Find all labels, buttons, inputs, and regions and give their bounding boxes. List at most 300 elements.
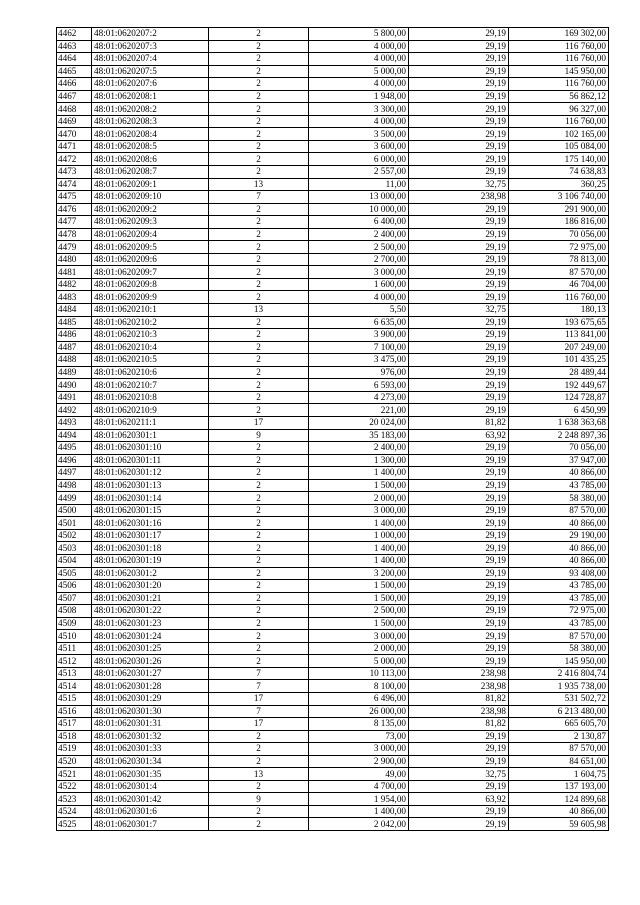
area-cell: 1 500,00 xyxy=(309,617,409,630)
category-code-cell: 2 xyxy=(209,78,309,91)
cadastral-number-cell: 48:01:0620301:6 xyxy=(92,805,209,818)
row-number-cell: 4506 xyxy=(57,580,92,593)
cadastral-number-cell: 48:01:0620210:4 xyxy=(92,341,209,354)
category-code-cell: 13 xyxy=(209,768,309,781)
table-row xyxy=(57,166,609,179)
cadastral-number-cell: 48:01:0620301:42 xyxy=(92,793,209,806)
table-row xyxy=(57,793,609,806)
cadastral-value-cell: 78 813,00 xyxy=(509,253,609,266)
cadastral-value-cell: 2 130,87 xyxy=(509,730,609,743)
area-cell: 3 500,00 xyxy=(309,128,409,141)
category-code-cell: 2 xyxy=(209,655,309,668)
table-row xyxy=(57,692,609,705)
table-row xyxy=(57,529,609,542)
category-code-cell: 2 xyxy=(209,291,309,304)
table-row xyxy=(57,191,609,204)
specific-value-cell: 32,75 xyxy=(409,178,509,191)
cadastral-value-cell: 3 106 740,00 xyxy=(509,191,609,204)
cadastral-value-cell: 84 651,00 xyxy=(509,755,609,768)
specific-value-cell: 29,19 xyxy=(409,203,509,216)
area-cell: 4 273,00 xyxy=(309,391,409,404)
row-number-cell: 4519 xyxy=(57,743,92,756)
cadastral-number-cell: 48:01:0620301:14 xyxy=(92,492,209,505)
category-code-cell: 2 xyxy=(209,203,309,216)
cadastral-number-cell: 48:01:0620209:6 xyxy=(92,253,209,266)
cadastral-value-cell: 6 213 480,00 xyxy=(509,705,609,718)
cadastral-value-cell: 40 866,00 xyxy=(509,554,609,567)
cadastral-value-cell: 116 760,00 xyxy=(509,291,609,304)
category-code-cell: 2 xyxy=(209,329,309,342)
area-cell: 6 400,00 xyxy=(309,216,409,229)
cadastral-value-cell: 87 570,00 xyxy=(509,504,609,517)
cadastral-value-cell: 116 760,00 xyxy=(509,78,609,91)
cadastral-value-cell: 124 728,87 xyxy=(509,391,609,404)
specific-value-cell: 29,19 xyxy=(409,542,509,555)
row-number-cell: 4486 xyxy=(57,329,92,342)
row-number-cell: 4473 xyxy=(57,166,92,179)
table-row xyxy=(57,379,609,392)
category-code-cell: 7 xyxy=(209,667,309,680)
row-number-cell: 4515 xyxy=(57,692,92,705)
row-number-cell: 4469 xyxy=(57,115,92,128)
specific-value-cell: 238,98 xyxy=(409,705,509,718)
cadastral-value-cell: 43 785,00 xyxy=(509,580,609,593)
category-code-cell: 2 xyxy=(209,542,309,555)
category-code-cell: 2 xyxy=(209,467,309,480)
area-cell: 3 000,00 xyxy=(309,630,409,643)
area-cell: 3 600,00 xyxy=(309,140,409,153)
category-code-cell: 2 xyxy=(209,90,309,103)
category-code-cell: 2 xyxy=(209,554,309,567)
specific-value-cell: 29,19 xyxy=(409,504,509,517)
table-row xyxy=(57,278,609,291)
area-cell: 4 000,00 xyxy=(309,53,409,66)
category-code-cell: 2 xyxy=(209,780,309,793)
cadastral-number-cell: 48:01:0620301:30 xyxy=(92,705,209,718)
cadastral-value-cell: 180,13 xyxy=(509,304,609,317)
row-number-cell: 4482 xyxy=(57,278,92,291)
cadastral-number-cell: 48:01:0620210:3 xyxy=(92,329,209,342)
table-row xyxy=(57,78,609,91)
category-code-cell: 2 xyxy=(209,605,309,618)
row-number-cell: 4478 xyxy=(57,228,92,241)
cadastral-value-cell: 56 862,12 xyxy=(509,90,609,103)
cadastral-value-cell: 37 947,00 xyxy=(509,454,609,467)
cadastral-value-cell: 72 975,00 xyxy=(509,605,609,618)
row-number-cell: 4525 xyxy=(57,818,92,831)
cadastral-value-cell: 96 327,00 xyxy=(509,103,609,116)
table-row xyxy=(57,805,609,818)
category-code-cell: 2 xyxy=(209,153,309,166)
specific-value-cell: 29,19 xyxy=(409,391,509,404)
cadastral-value-cell: 175 140,00 xyxy=(509,153,609,166)
specific-value-cell: 29,19 xyxy=(409,216,509,229)
cadastral-number-cell: 48:01:0620209:4 xyxy=(92,228,209,241)
row-number-cell: 4477 xyxy=(57,216,92,229)
area-cell: 1 400,00 xyxy=(309,517,409,530)
table-row xyxy=(57,329,609,342)
cadastral-value-cell: 40 866,00 xyxy=(509,805,609,818)
cadastral-value-cell: 124 899,68 xyxy=(509,793,609,806)
cadastral-value-cell: 72 975,00 xyxy=(509,241,609,254)
cadastral-number-cell: 48:01:0620209:10 xyxy=(92,191,209,204)
category-code-cell: 2 xyxy=(209,103,309,116)
table-row xyxy=(57,592,609,605)
specific-value-cell: 238,98 xyxy=(409,667,509,680)
row-number-cell: 4503 xyxy=(57,542,92,555)
table-row xyxy=(57,90,609,103)
cadastral-value-cell: 58 380,00 xyxy=(509,492,609,505)
cadastral-value-cell: 28 489,44 xyxy=(509,366,609,379)
cadastral-value-cell: 665 605,70 xyxy=(509,718,609,731)
specific-value-cell: 29,19 xyxy=(409,743,509,756)
cadastral-value-cell: 2 416 804,74 xyxy=(509,667,609,680)
table-row xyxy=(57,53,609,66)
cadastral-value-cell: 40 866,00 xyxy=(509,517,609,530)
cadastral-number-cell: 48:01:0620301:12 xyxy=(92,467,209,480)
cadastral-value-cell: 87 570,00 xyxy=(509,743,609,756)
specific-value-cell: 238,98 xyxy=(409,191,509,204)
row-number-cell: 4501 xyxy=(57,517,92,530)
cadastral-value-cell: 186 816,00 xyxy=(509,216,609,229)
specific-value-cell: 29,19 xyxy=(409,730,509,743)
specific-value-cell: 29,19 xyxy=(409,617,509,630)
cadastral-number-cell: 48:01:0620301:20 xyxy=(92,580,209,593)
specific-value-cell: 29,19 xyxy=(409,128,509,141)
cadastral-value-cell: 43 785,00 xyxy=(509,592,609,605)
table-row xyxy=(57,40,609,53)
row-number-cell: 4490 xyxy=(57,379,92,392)
specific-value-cell: 29,19 xyxy=(409,329,509,342)
cadastral-number-cell: 48:01:0620208:2 xyxy=(92,103,209,116)
specific-value-cell: 29,19 xyxy=(409,517,509,530)
area-cell: 2 000,00 xyxy=(309,642,409,655)
category-code-cell: 2 xyxy=(209,492,309,505)
cadastral-value-cell: 87 570,00 xyxy=(509,266,609,279)
specific-value-cell: 29,19 xyxy=(409,90,509,103)
cadastral-number-cell: 48:01:0620301:19 xyxy=(92,554,209,567)
row-number-cell: 4492 xyxy=(57,404,92,417)
specific-value-cell: 29,19 xyxy=(409,404,509,417)
specific-value-cell: 29,19 xyxy=(409,278,509,291)
cadastral-number-cell: 48:01:0620301:24 xyxy=(92,630,209,643)
area-cell: 4 000,00 xyxy=(309,115,409,128)
table-row xyxy=(57,140,609,153)
area-cell: 1 500,00 xyxy=(309,580,409,593)
table-row xyxy=(57,416,609,429)
row-number-cell: 4476 xyxy=(57,203,92,216)
cadastral-number-cell: 48:01:0620210:6 xyxy=(92,366,209,379)
specific-value-cell: 29,19 xyxy=(409,592,509,605)
row-number-cell: 4494 xyxy=(57,429,92,442)
area-cell: 1 600,00 xyxy=(309,278,409,291)
category-code-cell: 2 xyxy=(209,743,309,756)
area-cell: 6 000,00 xyxy=(309,153,409,166)
table-row xyxy=(57,492,609,505)
cadastral-value-cell: 1 604,75 xyxy=(509,768,609,781)
cadastral-value-cell: 1 935 738,00 xyxy=(509,680,609,693)
cadastral-number-cell: 48:01:0620209:1 xyxy=(92,178,209,191)
cadastral-number-cell: 48:01:0620208:4 xyxy=(92,128,209,141)
table-row xyxy=(57,128,609,141)
category-code-cell: 17 xyxy=(209,692,309,705)
cadastral-value-cell: 101 435,25 xyxy=(509,354,609,367)
cadastral-number-cell: 48:01:0620301:28 xyxy=(92,680,209,693)
category-code-cell: 2 xyxy=(209,28,309,41)
specific-value-cell: 63,92 xyxy=(409,793,509,806)
cadastral-value-cell: 207 249,00 xyxy=(509,341,609,354)
cadastral-number-cell: 48:01:0620301:32 xyxy=(92,730,209,743)
area-cell: 10 000,00 xyxy=(309,203,409,216)
table-row xyxy=(57,630,609,643)
specific-value-cell: 29,19 xyxy=(409,366,509,379)
area-cell: 2 557,00 xyxy=(309,166,409,179)
category-code-cell: 2 xyxy=(209,65,309,78)
cadastral-number-cell: 48:01:0620210:5 xyxy=(92,354,209,367)
row-number-cell: 4485 xyxy=(57,316,92,329)
row-number-cell: 4467 xyxy=(57,90,92,103)
area-cell: 3 475,00 xyxy=(309,354,409,367)
area-cell: 3 300,00 xyxy=(309,103,409,116)
category-code-cell: 2 xyxy=(209,517,309,530)
cadastral-number-cell: 48:01:0620301:27 xyxy=(92,667,209,680)
specific-value-cell: 238,98 xyxy=(409,680,509,693)
row-number-cell: 4523 xyxy=(57,793,92,806)
specific-value-cell: 63,92 xyxy=(409,429,509,442)
area-cell: 8 135,00 xyxy=(309,718,409,731)
table-row xyxy=(57,454,609,467)
specific-value-cell: 29,19 xyxy=(409,140,509,153)
table-row xyxy=(57,504,609,517)
category-code-cell: 17 xyxy=(209,718,309,731)
row-number-cell: 4463 xyxy=(57,40,92,53)
cadastral-value-cell: 46 704,00 xyxy=(509,278,609,291)
specific-value-cell: 29,19 xyxy=(409,492,509,505)
cadastral-number-cell: 48:01:0620210:1 xyxy=(92,304,209,317)
row-number-cell: 4524 xyxy=(57,805,92,818)
area-cell: 73,00 xyxy=(309,730,409,743)
specific-value-cell: 29,19 xyxy=(409,454,509,467)
cadastral-number-cell: 48:01:0620209:5 xyxy=(92,241,209,254)
cadastral-number-cell: 48:01:0620208:6 xyxy=(92,153,209,166)
cadastral-number-cell: 48:01:0620301:2 xyxy=(92,567,209,580)
row-number-cell: 4497 xyxy=(57,467,92,480)
cadastral-number-cell: 48:01:0620209:9 xyxy=(92,291,209,304)
table-row xyxy=(57,479,609,492)
cadastral-number-cell: 48:01:0620210:8 xyxy=(92,391,209,404)
cadastral-value-cell: 6 450,99 xyxy=(509,404,609,417)
cadastral-value-cell: 87 570,00 xyxy=(509,630,609,643)
area-cell: 3 000,00 xyxy=(309,743,409,756)
category-code-cell: 2 xyxy=(209,630,309,643)
table-row xyxy=(57,28,609,41)
specific-value-cell: 29,19 xyxy=(409,40,509,53)
cadastral-number-cell: 48:01:0620301:26 xyxy=(92,655,209,668)
cadastral-number-cell: 48:01:0620301:17 xyxy=(92,529,209,542)
area-cell: 6 635,00 xyxy=(309,316,409,329)
cadastral-number-cell: 48:01:0620301:18 xyxy=(92,542,209,555)
row-number-cell: 4465 xyxy=(57,65,92,78)
cadastral-number-cell: 48:01:0620301:35 xyxy=(92,768,209,781)
area-cell: 4 000,00 xyxy=(309,40,409,53)
area-cell: 5,50 xyxy=(309,304,409,317)
row-number-cell: 4491 xyxy=(57,391,92,404)
category-code-cell: 2 xyxy=(209,316,309,329)
area-cell: 26 000,00 xyxy=(309,705,409,718)
row-number-cell: 4480 xyxy=(57,253,92,266)
cadastral-value-cell: 145 950,00 xyxy=(509,65,609,78)
table-row xyxy=(57,680,609,693)
specific-value-cell: 29,19 xyxy=(409,630,509,643)
cadastral-value-cell: 1 638 363,68 xyxy=(509,416,609,429)
cadastral-value-cell: 40 866,00 xyxy=(509,467,609,480)
area-cell: 49,00 xyxy=(309,768,409,781)
row-number-cell: 4500 xyxy=(57,504,92,517)
table-row xyxy=(57,730,609,743)
category-code-cell: 2 xyxy=(209,442,309,455)
cadastral-number-cell: 48:01:0620301:1 xyxy=(92,429,209,442)
category-code-cell: 17 xyxy=(209,416,309,429)
area-cell: 2 500,00 xyxy=(309,605,409,618)
category-code-cell: 2 xyxy=(209,266,309,279)
cadastral-number-cell: 48:01:0620207:2 xyxy=(92,28,209,41)
cadastral-value-cell: 70 056,00 xyxy=(509,442,609,455)
area-cell: 13 000,00 xyxy=(309,191,409,204)
cadastral-number-cell: 48:01:0620207:5 xyxy=(92,65,209,78)
table-row xyxy=(57,216,609,229)
area-cell: 11,00 xyxy=(309,178,409,191)
cadastral-number-cell: 48:01:0620210:9 xyxy=(92,404,209,417)
cadastral-value-cell: 360,25 xyxy=(509,178,609,191)
table-row xyxy=(57,780,609,793)
row-number-cell: 4498 xyxy=(57,479,92,492)
cadastral-value-cell: 58 380,00 xyxy=(509,642,609,655)
row-number-cell: 4464 xyxy=(57,53,92,66)
area-cell: 1 300,00 xyxy=(309,454,409,467)
specific-value-cell: 29,19 xyxy=(409,529,509,542)
category-code-cell: 2 xyxy=(209,140,309,153)
category-code-cell: 2 xyxy=(209,617,309,630)
row-number-cell: 4520 xyxy=(57,755,92,768)
category-code-cell: 2 xyxy=(209,642,309,655)
cadastral-number-cell: 48:01:0620301:25 xyxy=(92,642,209,655)
area-cell: 7 100,00 xyxy=(309,341,409,354)
specific-value-cell: 29,19 xyxy=(409,266,509,279)
cadastral-number-cell: 48:01:0620208:3 xyxy=(92,115,209,128)
row-number-cell: 4488 xyxy=(57,354,92,367)
cadastral-value-cell: 193 675,65 xyxy=(509,316,609,329)
row-number-cell: 4512 xyxy=(57,655,92,668)
table-row xyxy=(57,667,609,680)
category-code-cell: 9 xyxy=(209,429,309,442)
row-number-cell: 4514 xyxy=(57,680,92,693)
cadastral-number-cell: 48:01:0620208:7 xyxy=(92,166,209,179)
specific-value-cell: 29,19 xyxy=(409,65,509,78)
area-cell: 2 042,00 xyxy=(309,818,409,831)
table-row xyxy=(57,341,609,354)
table-row xyxy=(57,554,609,567)
row-number-cell: 4521 xyxy=(57,768,92,781)
specific-value-cell: 29,19 xyxy=(409,316,509,329)
specific-value-cell: 29,19 xyxy=(409,28,509,41)
cadastral-number-cell: 48:01:0620301:11 xyxy=(92,454,209,467)
category-code-cell: 2 xyxy=(209,228,309,241)
area-cell: 6 496,00 xyxy=(309,692,409,705)
specific-value-cell: 29,19 xyxy=(409,467,509,480)
specific-value-cell: 29,19 xyxy=(409,379,509,392)
row-number-cell: 4522 xyxy=(57,780,92,793)
cadastral-value-cell: 93 408,00 xyxy=(509,567,609,580)
table-row xyxy=(57,153,609,166)
table-row xyxy=(57,354,609,367)
specific-value-cell: 81,82 xyxy=(409,692,509,705)
category-code-cell: 2 xyxy=(209,580,309,593)
area-cell: 1 400,00 xyxy=(309,554,409,567)
area-cell: 1 500,00 xyxy=(309,479,409,492)
table-row xyxy=(57,542,609,555)
table-body xyxy=(57,28,609,831)
table-row xyxy=(57,228,609,241)
cadastral-number-cell: 48:01:0620301:13 xyxy=(92,479,209,492)
table-row xyxy=(57,705,609,718)
cadastral-value-cell: 70 056,00 xyxy=(509,228,609,241)
area-cell: 20 024,00 xyxy=(309,416,409,429)
row-number-cell: 4470 xyxy=(57,128,92,141)
category-code-cell: 2 xyxy=(209,805,309,818)
category-code-cell: 2 xyxy=(209,216,309,229)
cadastral-value-cell: 59 605,98 xyxy=(509,818,609,831)
area-cell: 1 400,00 xyxy=(309,542,409,555)
category-code-cell: 2 xyxy=(209,454,309,467)
specific-value-cell: 32,75 xyxy=(409,768,509,781)
cadastral-number-cell: 48:01:0620207:3 xyxy=(92,40,209,53)
specific-value-cell: 29,19 xyxy=(409,580,509,593)
specific-value-cell: 29,19 xyxy=(409,655,509,668)
category-code-cell: 2 xyxy=(209,166,309,179)
cadastral-value-cell: 43 785,00 xyxy=(509,617,609,630)
area-cell: 4 000,00 xyxy=(309,78,409,91)
cadastral-number-cell: 48:01:0620301:21 xyxy=(92,592,209,605)
table-row xyxy=(57,115,609,128)
row-number-cell: 4504 xyxy=(57,554,92,567)
specific-value-cell: 29,19 xyxy=(409,554,509,567)
row-number-cell: 4474 xyxy=(57,178,92,191)
row-number-cell: 4508 xyxy=(57,605,92,618)
specific-value-cell: 29,19 xyxy=(409,805,509,818)
specific-value-cell: 32,75 xyxy=(409,304,509,317)
area-cell: 976,00 xyxy=(309,366,409,379)
row-number-cell: 4507 xyxy=(57,592,92,605)
cadastral-value-cell: 192 449,67 xyxy=(509,379,609,392)
category-code-cell: 2 xyxy=(209,755,309,768)
category-code-cell: 2 xyxy=(209,404,309,417)
category-code-cell: 2 xyxy=(209,730,309,743)
category-code-cell: 2 xyxy=(209,115,309,128)
area-cell: 5 000,00 xyxy=(309,65,409,78)
row-number-cell: 4499 xyxy=(57,492,92,505)
row-number-cell: 4466 xyxy=(57,78,92,91)
cadastral-value-cell: 74 638,83 xyxy=(509,166,609,179)
category-code-cell: 13 xyxy=(209,178,309,191)
cadastral-value-cell: 137 193,00 xyxy=(509,780,609,793)
row-number-cell: 4483 xyxy=(57,291,92,304)
table-row xyxy=(57,567,609,580)
table-row xyxy=(57,718,609,731)
row-number-cell: 4502 xyxy=(57,529,92,542)
row-number-cell: 4484 xyxy=(57,304,92,317)
cadastral-number-cell: 48:01:0620301:22 xyxy=(92,605,209,618)
cadastral-value-cell: 29 190,00 xyxy=(509,529,609,542)
